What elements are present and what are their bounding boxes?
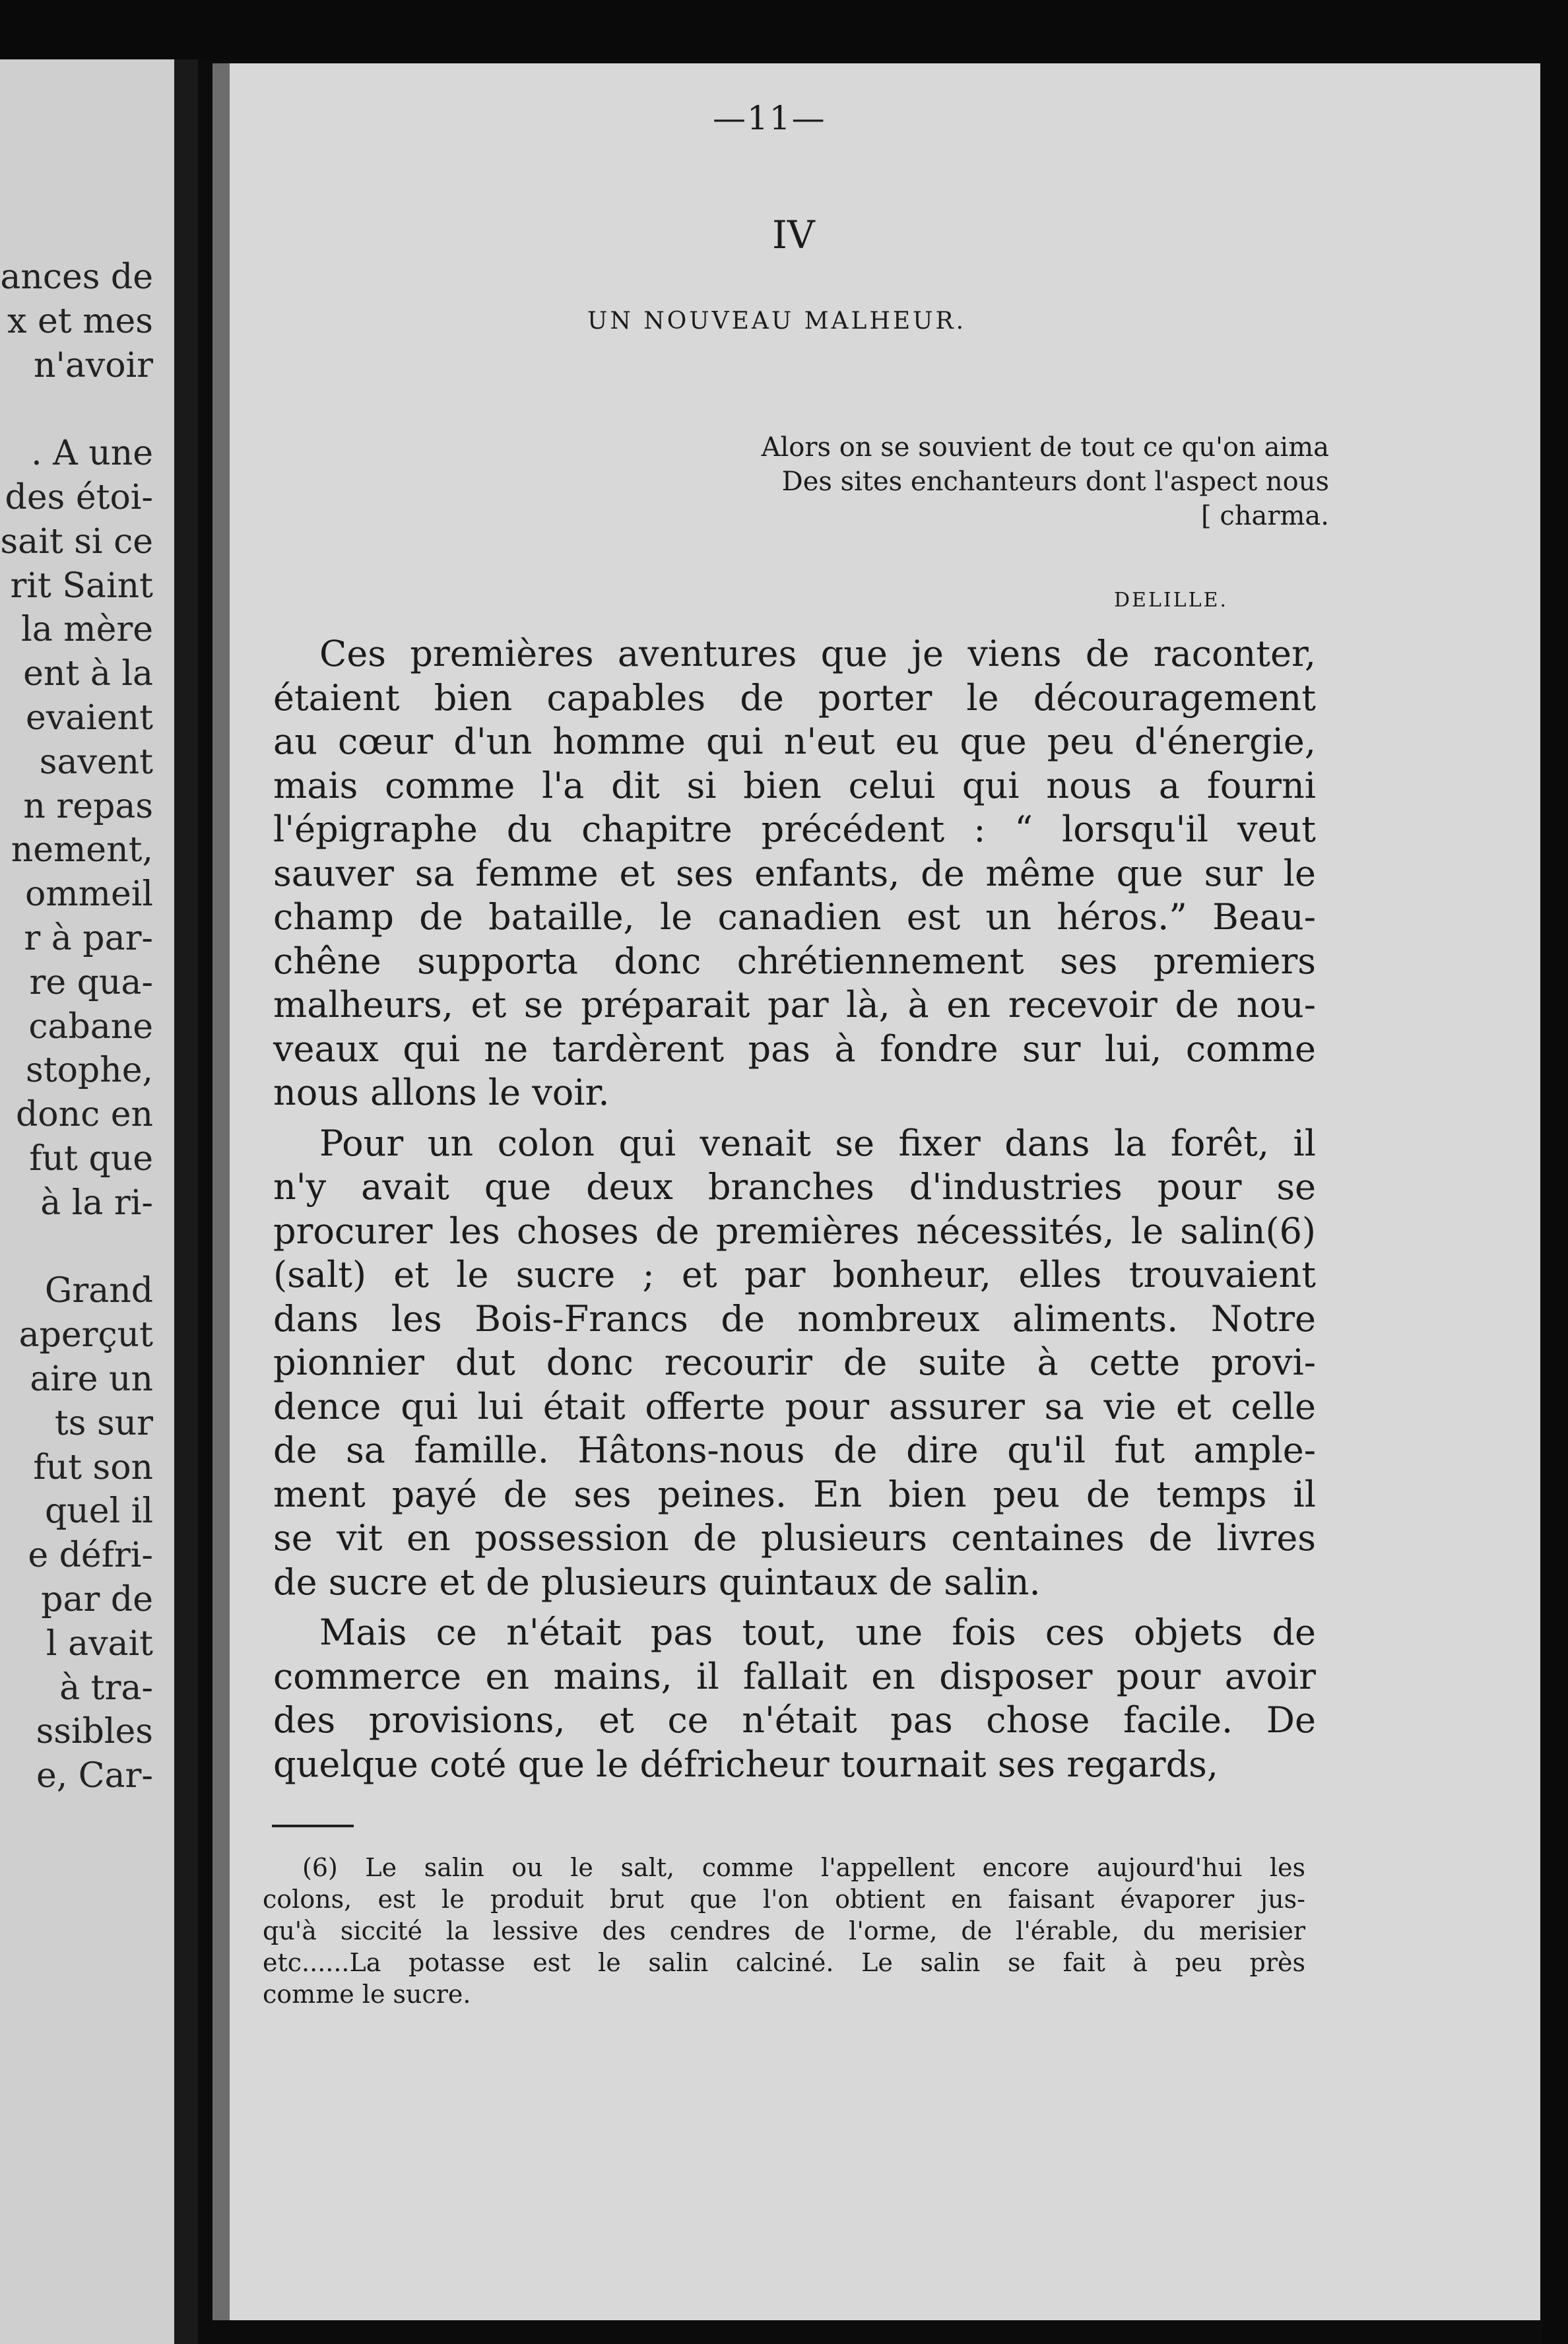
paragraph-gap	[273, 1604, 1316, 1611]
left-page-line: e défri-	[28, 1536, 153, 1576]
left-page-line: sait si ce	[0, 521, 153, 562]
chapter-number: IV	[772, 212, 815, 257]
paragraph	[273, 1611, 1316, 1786]
footnote-separator	[272, 1825, 354, 1827]
text-line: ment payé de ses peines. En bien peu de temps il	[273, 1473, 1316, 1515]
left-page-line: x et mes	[7, 301, 153, 341]
epigraph	[692, 430, 1329, 533]
footnote-line: etc......La potasse est le salin calciné. Le salin se fait à peu près	[263, 1948, 1305, 1977]
left-page-line: donc en	[16, 1095, 153, 1135]
text-line: de sa famille. Hâtons-nous de dire qu'il fut ample-	[273, 1429, 1316, 1471]
left-page-line: par de	[41, 1580, 153, 1619]
text-line: Ces premières aventures que je viens de raconter,	[319, 633, 1316, 674]
left-page-line: l avait	[46, 1623, 153, 1664]
left-page-line: fut son	[33, 1447, 153, 1487]
epigraph-line: [ charma.	[1201, 501, 1329, 531]
text-line: veaux qui ne tardèrent pas à fondre sur lui, comme	[273, 1027, 1316, 1070]
left-page-line: ommeil	[25, 874, 153, 915]
left-page-line: r à par-	[24, 919, 153, 958]
footnote-line: qu'à siccité la lessive des cendres de l'orme, de l'érable, du merisier	[263, 1916, 1305, 1945]
text-line: au cœur d'un homme qui n'eut eu que peu d'énergie,	[273, 721, 1316, 762]
text-line: champ de bataille, le canadien est un héros.” Beau-	[273, 896, 1316, 938]
left-page-line: . A une	[31, 434, 153, 474]
text-line: pionnier dut donc recourir de suite à cette provi-	[273, 1342, 1316, 1383]
text-line: n'y avait que deux branches d'industries pour se	[273, 1166, 1316, 1208]
text-line: mais comme l'a dit si bien celui qui nous a fourni	[273, 764, 1316, 806]
footnote-line: comme le sucre.	[263, 1980, 471, 2009]
text-line: dans les Bois-Francs de nombreux aliments. Notre	[273, 1297, 1316, 1340]
text-line: sauver sa femme et ses enfants, de même que sur le	[273, 852, 1316, 894]
text-line: nous allons le voir.	[273, 1072, 610, 1113]
text-line: l'épigraphe du chapitre précédent : “ lorsqu'il veut	[273, 808, 1316, 850]
left-page-line: aire un	[30, 1359, 153, 1399]
left-page-line: rit Saint	[10, 566, 153, 606]
left-page-line: fut que	[29, 1139, 153, 1179]
left-page-line: n'avoir	[34, 345, 153, 385]
text-line: commerce en mains, il fallait en disposer pour avoir	[273, 1655, 1316, 1697]
paragraph	[273, 1122, 1316, 1605]
left-page-line: n repas	[23, 786, 153, 826]
footnote	[263, 1852, 1305, 2010]
epigraph-line: Alors on se souvient de tout ce qu'on aima	[761, 432, 1329, 463]
left-page-line: ances de	[0, 257, 153, 297]
footnote-line: colons, est le produit brut que l'on obtient en faisant évaporer jus-	[263, 1885, 1305, 1914]
left-page-line: ssibles	[36, 1712, 153, 1752]
text-line: de sucre et de plusieurs quintaux de salin.	[273, 1561, 1041, 1603]
text-line: quelque coté que le défricheur tournait ses regards,	[273, 1743, 1219, 1785]
page-number: —11—	[713, 99, 826, 137]
text-line: procurer les choses de premières nécessités, le salin(6)	[273, 1210, 1316, 1252]
scan-top-edge	[0, 0, 1568, 59]
left-page-line: à la ri-	[40, 1183, 153, 1223]
epigraph-author: DELILLE.	[1114, 589, 1229, 612]
text-line: (salt) et le sucre ; et par bonheur, elles trouvaient	[273, 1254, 1316, 1295]
epigraph-line: Des sites enchanteurs dont l'aspect nous	[781, 467, 1329, 497]
left-page-line: nement,	[11, 830, 153, 870]
left-page-line: stophe,	[26, 1051, 153, 1091]
left-page-line: evaient	[26, 698, 153, 738]
page-binding-edge	[212, 63, 230, 2320]
left-page-line: quel il	[45, 1491, 153, 1532]
text-line: des provisions, et ce n'était pas chose facile. De	[273, 1699, 1316, 1741]
left-page-line: à tra-	[59, 1668, 153, 1708]
left-page-line: e, Car-	[36, 1756, 153, 1796]
gutter-shadow	[174, 59, 198, 2344]
left-page-line: la mère	[21, 610, 153, 650]
left-page-line: aperçut	[18, 1315, 153, 1355]
left-page-line: Grand	[44, 1271, 153, 1311]
text-line: chêne supporta donc chrétiennement ses premiers	[273, 940, 1316, 982]
left-page-line: cabane	[28, 1006, 153, 1047]
paragraph	[273, 632, 1316, 1115]
text-line: étaient bien capables de porter le découragement	[273, 676, 1316, 719]
left-page-line: ts sur	[54, 1403, 153, 1443]
text-line: Pour un colon qui venait se fixer dans la forêt, il	[319, 1122, 1316, 1164]
text-line: Mais ce n'était pas tout, une fois ces objets de	[319, 1612, 1316, 1653]
chapter-body	[273, 632, 1316, 1786]
footnote-line: (6) Le salin ou le salt, comme l'appellent encore aujourd'hui les	[302, 1853, 1305, 1882]
scan-right-edge	[1543, 0, 1568, 2344]
text-line: dence qui lui était offerte pour assurer sa vie et celle	[273, 1385, 1316, 1427]
left-page-line: des étoi-	[5, 478, 153, 517]
text-line: se vit en possession de plusieurs centaines de livres	[273, 1517, 1316, 1559]
chapter-title: UN NOUVEAU MALHEUR.	[587, 308, 967, 335]
previous-page-fragment	[0, 59, 198, 2344]
left-page-line: ent à la	[23, 654, 153, 694]
left-page-line: re qua-	[29, 962, 153, 1002]
left-page-line: savent	[39, 742, 153, 782]
paragraph-gap	[273, 1115, 1316, 1122]
text-line: malheurs, et se préparait par là, à en recevoir de nou-	[273, 984, 1316, 1026]
